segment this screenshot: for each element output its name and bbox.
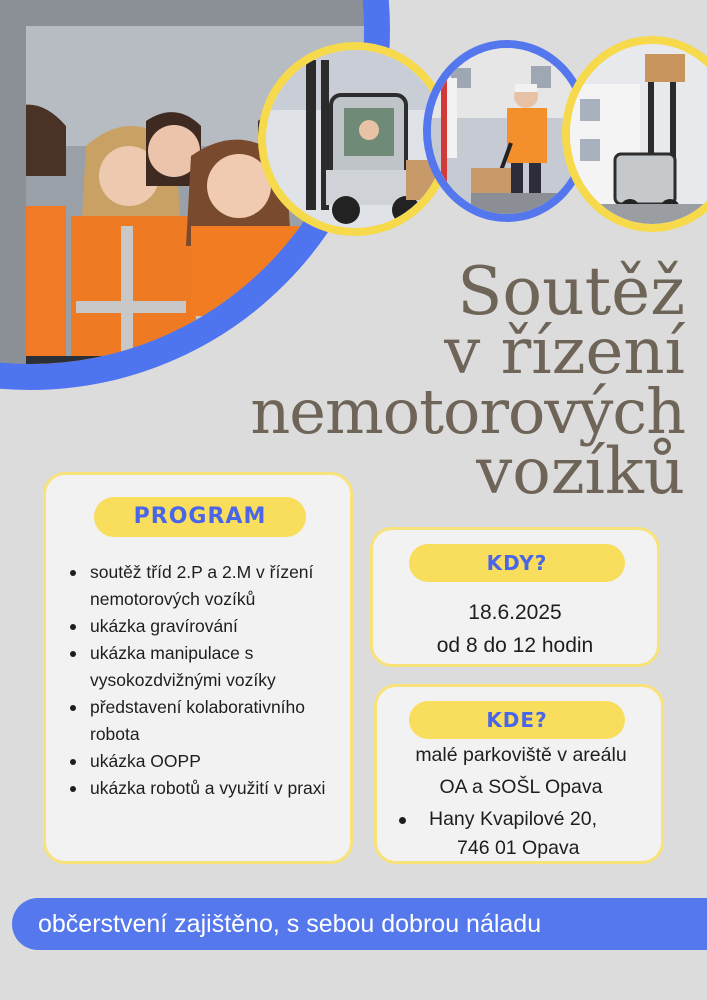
photo-forklift-boxes [562, 36, 707, 232]
forklift-illustration [266, 50, 444, 228]
program-item: ukázka gravírování [90, 613, 352, 640]
page-title [250, 253, 685, 509]
program-list [66, 559, 352, 802]
program-card [43, 472, 353, 864]
where-card [374, 684, 664, 864]
when-heading: KDY? [409, 544, 625, 582]
when-details [373, 596, 657, 662]
where-heading: KDE? [409, 701, 625, 739]
program-item: představení kolaborativního robota [90, 694, 352, 748]
title-line-3: nemotorových [250, 375, 685, 448]
program-item: ukázka robotů a využití v praxi [90, 775, 352, 802]
address-line-1: Hany Kvapilové 20, [429, 808, 598, 830]
title-line-4: vozíků [476, 435, 685, 509]
refreshments-banner: občerstvení zajištěno, s sebou dobrou náladu [12, 898, 707, 950]
place-line-2: OA a SOŠL Opava [439, 776, 603, 798]
program-item: ukázka manipulace s vysokozdvižnými vozíky [90, 640, 352, 694]
program-item: soutěž tříd 2.P a 2.M v řízení nemotorových vozíků [90, 559, 352, 613]
event-time: od 8 do 12 hodin [436, 634, 594, 657]
where-place [383, 739, 659, 803]
forklift-boxes-illustration [570, 44, 707, 224]
address-line-2: 746 01 Opava [457, 837, 580, 859]
pallet-jack-illustration [431, 48, 583, 214]
event-date: 18.6.2025 [468, 601, 562, 624]
program-heading: PROGRAM [94, 497, 306, 537]
program-item: ukázka OOPP [90, 748, 352, 775]
title-line-1: Soutěž [457, 253, 685, 330]
when-card [370, 527, 660, 667]
bullet-icon [399, 817, 406, 824]
title-line-2: v řízení [444, 315, 685, 389]
place-line-1: malé parkoviště v areálu [415, 744, 627, 766]
